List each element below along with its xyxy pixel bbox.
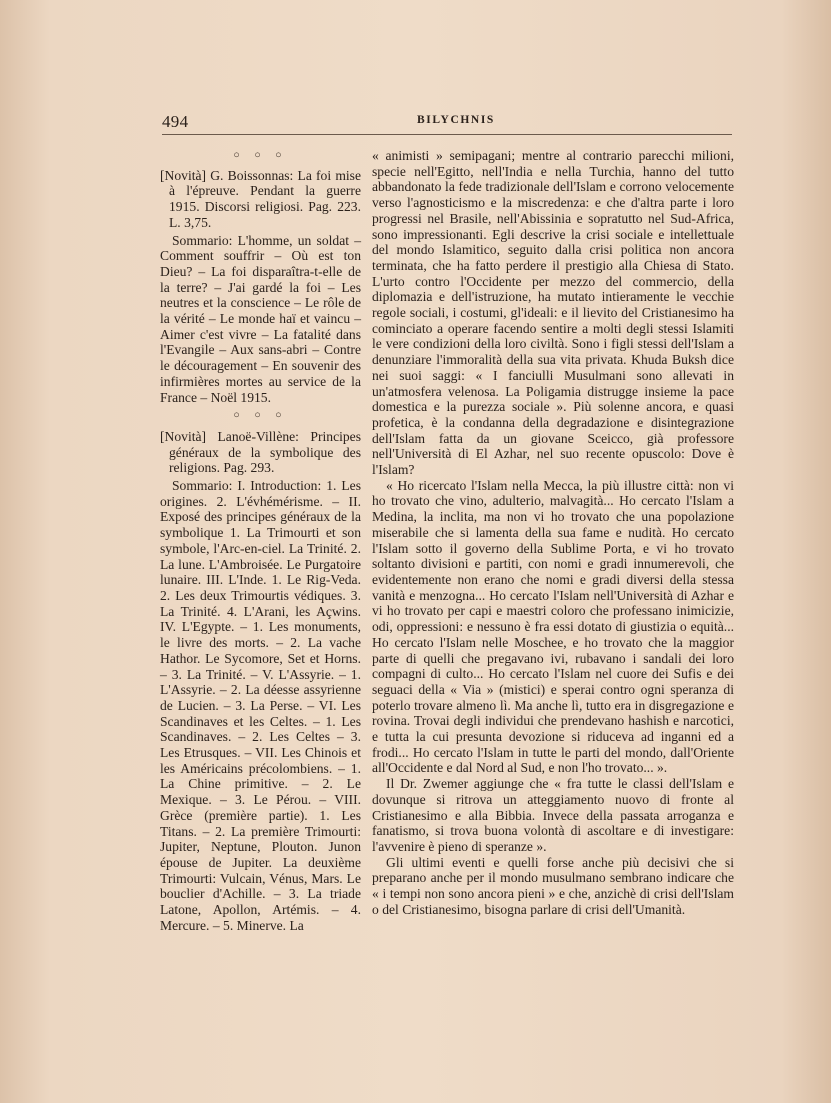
paragraph-sheikh-quote: « Ho ricercato l'Islam nella Mecca, la più illustre città: non vi ho trovato che vino, adulterio, malvagità... Ho cercato l'Islam a Medina, la inclita, ma non vi ho trovato che una popolazione miserabile che si lamenta della sua fame e nudità. Ho cercato l'Islam sotto il governo della Sublime Porta, e vi ho trovato soltanto divisioni e partiti, con nomi e gradi innumerevoli, che evidentemente non erano che nomi e gradi diversi della stessa vanità e menzogna... Ho cercato l'Islam nell'Università di Azhar e vi ho trovato per capi e maestri coloro che professano inimicizie, odi, oppressioni: e nessuno è fra essi dotato di giustizia o equità... Ho cercato l'Islam nelle Moschee, e ho trovato che la maggior parte di quelli che pregavano ivi, rubavano i sandali dei loro compagni di culto... Ho cercato l'Islam nel cuore dei Sufis e dei seguaci della « Via » (mistici) e sperai contro ogni speranza di poterlo trovare almeno lì. Ma anche lì, tutto era in disgregazione e rovina. Trovai degli individui che prendevano hashish e narcotici, e tutta la cui presunta devozione si riduceva ad inganni ed a frodi... Ho cercato l'Islam in tutte le parti del mondo, dall'Oriente all'Occidente e dal Nord al Sud, e non l'ho trovato... ». bbox=[372, 477, 734, 776]
left-column bbox=[160, 148, 361, 1078]
bibliography-entry-boissonnas: [Novità] G. Boissonnas: La foi mise à l'épreuve. Pendant la guerre 1915. Discorsi religiosi. Pag. 223. L. 3,75. bbox=[160, 167, 361, 230]
paragraph-zwemer: Il Dr. Zwemer aggiunge che « fra tutte le classi dell'Islam e dovunque si ritrova un atteggiamento nuovo di fronte al Cristianesimo e alla Bibbia. Invece della passata arroganza e fanatismo, si trova buona volontà di ascoltare e di investigare: l'avvenire è pieno di speranze ». bbox=[372, 776, 734, 854]
summary-lanoe-villene: Sommario: I. Introduction: 1. Les origines. 2. L'évhémérisme. – II. Exposé des principes généraux de la symbolique 1. La Trimourti et son symbole, l'Arc-en-ciel. La Trinité. 2. La lune. L'Ambroisée. Le Purgatoire lunaire. III. L'Inde. 1. Le Rig-Veda. 2. Les deux Trimourtis védiques. 3. La Trinité. 4. L'Arani, les Açwins. IV. L'Egypte. – 1. Les monuments, le livre des morts. – 2. La vache Hathor. Le Sycomore, Set et Horns. – 3. La Trinité. – V. L'Assyrie. – 1. L'Assyrie. – 2. La déesse assyrienne de Lucien. – 3. La Perse. – VI. Les Scandinaves et les Celtes. – 1. Les Scandinaves. – 2. Les Celtes – 3. Les Etrusques. – VII. Les Chinois et les Américains précolombiens. – 1. La Chine primitive. – 2. Le Mexique. – 3. Le Pérou. – VIII. Grèce (première partie). 1. Les Titans. – 2. La première Trimourti: Jupiter, Neptune, Plouton. Junon épouse de Jupiter. La deuxième Trimourti: Vulcain, Vénus, Mars. Le bouclier d'Achille. – 3. La triade Latone, Apollon, Artémis. – 4. Mercure. – 5. Minerve. La bbox=[160, 478, 361, 933]
summary-boissonnas: Sommario: L'homme, un soldat – Comment souffrir – Où est ton Dieu? – La foi disparaîtra-t-elle de la terre? – J'ai gardé la foi – Les neutres et la conscience – Le rôle de la vérité – Le monde haï et vaincu – Aimer c'est vivre – La fatalité dans l'Evangile – Aux sans-abri – Contre le découragement – En souvenir des infirmières mortes au service de la France – Noël 1915. bbox=[160, 232, 361, 405]
bibliography-entry-lanoe-villene: [Novità] Lanoë-Villène: Principes généraux de la symbolique des religions. Pag. 293. bbox=[160, 428, 361, 476]
page-number: 494 bbox=[162, 112, 189, 131]
paragraph-islam-crisis: « animisti » semipagani; mentre al contrario parecchi milioni, specie nell'Egitto, nell'India e nella Turchia, hanno del tutto abbandonato la fede tradizionale dell'Islam e corrono velocemente verso l'agnosticismo e la miscredenza: e che d'altra parte i loro progressi nel Brasile, nell'Abissinia e sopratutto nel Sud-Africa, sono impressionanti. Egli descrive la crisi sociale e intellettuale del mondo Islamitico, seguito dalla crisi politica non ancora terminata, che ha fatto perdere il prestigio alla Chiesa di Stato. L'urto contro l'Occidente per mezzo del commercio, della diplomazia e dell'istruzione, ha mutato intieramente le vecchie regole sociali, i costumi, gl'ideali: e il lievito del Cristianesimo ha cominciato a operare facendo sentire a molti degli stessi Islamiti le vere condizioni della loro civiltà. Sono i figli stessi dell'Islam a denunziare l'immoralità della sua vita privata. Khuda Buksh dice nei suoi saggi: « I fanciulli Musulmani sono allevati in un'atmosfera velenosa. La Poligamia distrugge insieme la pace domestica e la purezza sociale ». Più solenne ancora, e quasi profetica, è la condanna della degradazione e disintegrazione dell'Islam fatta da un giovane Sceicco, già professore nell'Università di El Azhar, nel suo recente opuscolo: Dove è l'Islam? bbox=[372, 148, 734, 478]
section-separator: ○ ○ ○ bbox=[233, 150, 288, 161]
right-column bbox=[372, 148, 734, 1078]
page-header bbox=[162, 112, 732, 135]
paragraph-conclusion: Gli ultimi eventi e quelli forse anche più decisivi che si preparano anche per il mondo musulmano sembrano indicare che « i tempi non sono ancora pieni » e che, anzichè di crisi dell'Islam o del Cristianesimo, bisogna parlare di crisi dell'Umanità. bbox=[372, 854, 734, 917]
section-separator: ○ ○ ○ bbox=[233, 410, 288, 422]
running-head: BILYCHNIS bbox=[417, 114, 495, 126]
